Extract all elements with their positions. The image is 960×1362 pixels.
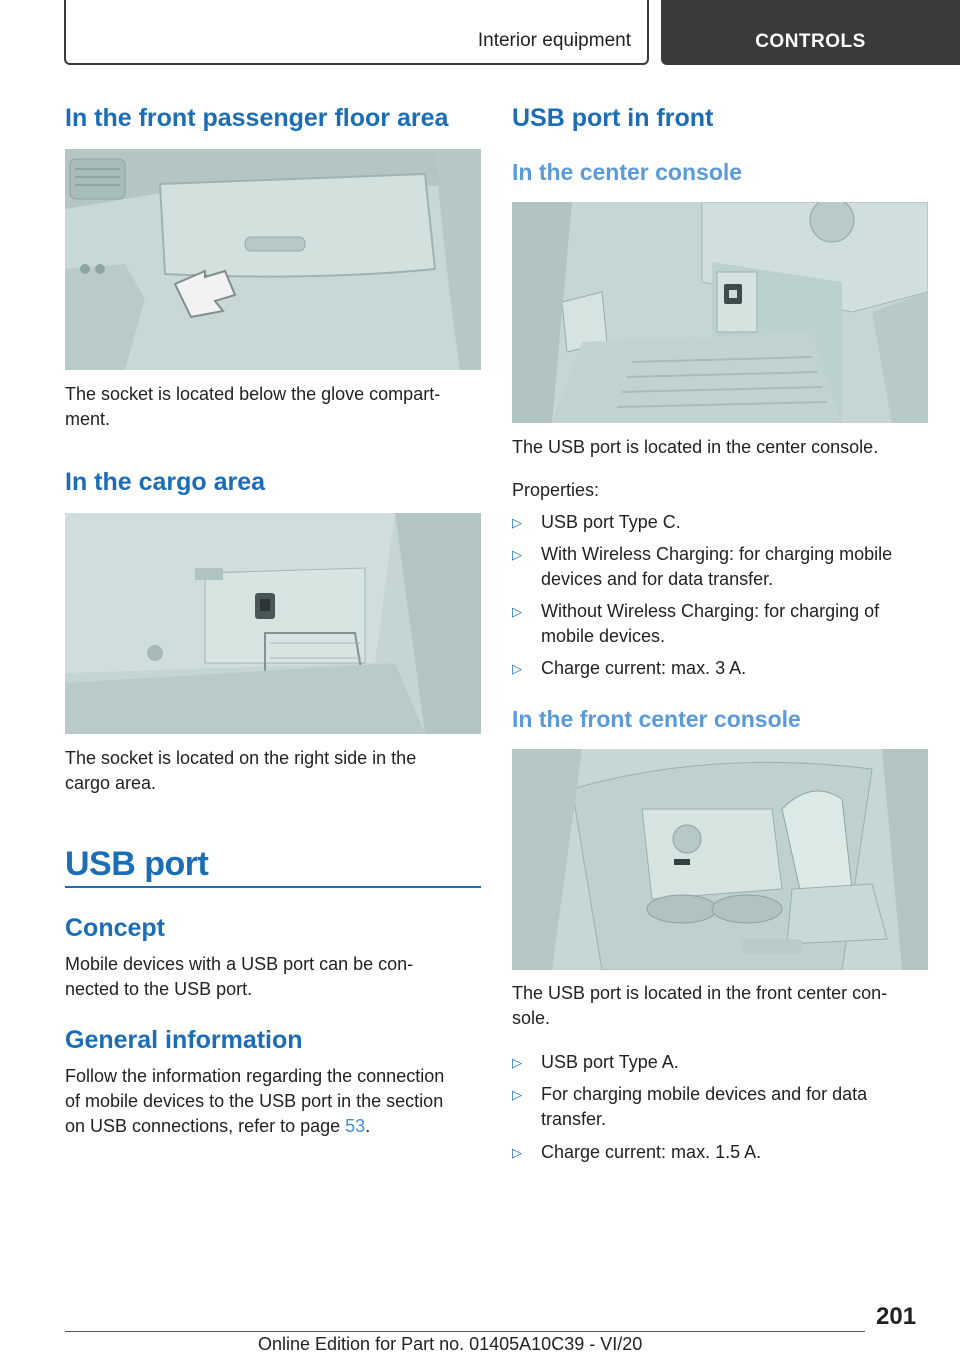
page-number: 201 (876, 1303, 917, 1330)
cargo-area-figure (65, 513, 481, 734)
front-passenger-heading: In the front passenger floor area (65, 104, 449, 132)
front-center-console-text: The USB port is located in the front center con- sole. (512, 983, 888, 1028)
triangle-right-outline-icon: ▷ (512, 515, 522, 530)
center-console-heading: In the center console (512, 159, 743, 185)
triangle-right-outline-icon: ▷ (512, 1055, 522, 1070)
header-section-tab (64, 0, 649, 65)
footer-rule (65, 1331, 865, 1332)
triangle-right-outline-icon: ▷ (512, 604, 522, 619)
front-center-console-figure (512, 749, 928, 970)
edition-footer: Online Edition for Part no. 01405A10C39 - VI/20 (258, 1334, 643, 1354)
triangle-right-outline-icon: ▷ (512, 661, 522, 676)
front-passenger-text: The socket is located below the glove compart- ment. (65, 384, 441, 429)
general-information-text: Follow the information regarding the connection of mobile devices to the USB port in the section on USB connections, refer to page 53. (65, 1066, 445, 1136)
usb-port-front-heading: USB port in front (512, 104, 714, 132)
page-53-link[interactable]: 53 (345, 1116, 366, 1136)
concept-text: Mobile devices with a USB port can be con- nected to the USB port. (65, 954, 414, 999)
front-center-console-heading: In the front center console (512, 706, 801, 732)
usb-heading-rule (65, 886, 481, 888)
general-information-heading: General information (65, 1026, 303, 1054)
properties-label: Properties: (512, 480, 600, 500)
center-console-text: The USB port is located in the center console. (512, 437, 879, 457)
section-title: Interior equipment (477, 30, 631, 51)
usb-port-heading: USB port (65, 845, 209, 883)
glove-compartment-figure (65, 149, 481, 370)
triangle-right-outline-icon: ▷ (512, 1145, 522, 1160)
triangle-right-outline-icon: ▷ (512, 1087, 522, 1102)
chapter-title: CONTROLS (755, 31, 866, 52)
cargo-text: The socket is located on the right side in the cargo area. (65, 748, 417, 793)
header-chapter-tab (661, 0, 960, 65)
cargo-heading: In the cargo area (65, 468, 266, 496)
center-console-figure (512, 202, 928, 423)
concept-heading: Concept (65, 914, 165, 942)
triangle-right-outline-icon: ▷ (512, 547, 522, 562)
